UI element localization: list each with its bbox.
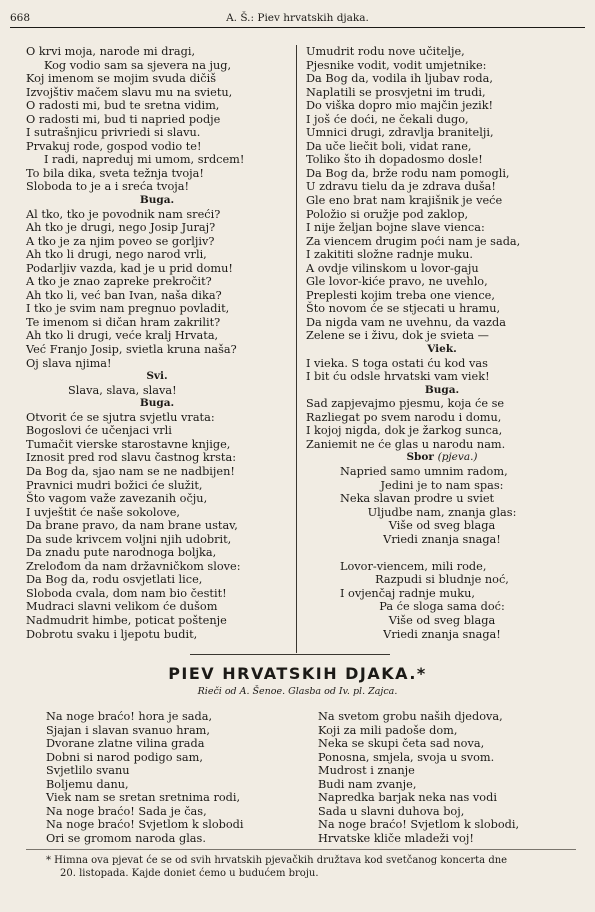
- verse-line: Što novom će se stjecati u hramu,: [306, 302, 501, 316]
- verse-line: Mudrost i znanje: [318, 764, 415, 778]
- verse-line: Vriedi znanja snaga!: [383, 532, 501, 546]
- verse-line: Na noge braćo! Sada je čas,: [46, 804, 207, 818]
- verse-line: Već Franjo Josip, svietla kruna naša?: [26, 343, 237, 357]
- verse-line: Da Bog da, rodu osvjetlati lice,: [26, 573, 203, 587]
- song-title: PIEV HRVATSKIH DJAKA.*: [168, 664, 427, 683]
- running-title: A. Š.: Piev hrvatskih djaka.: [226, 12, 369, 24]
- verse-line: Koj imenom se mojim svuda dičiš: [26, 72, 217, 86]
- verse-line: Da Bog da, vodila ih ljubav roda,: [306, 72, 493, 86]
- song-left-stanza: [46, 710, 296, 845]
- verse-line: Svjetlilo svanu: [46, 764, 130, 778]
- speaker-label: Viek.: [427, 343, 457, 356]
- verse-line: Bogoslovi će učenjaci vrli: [26, 424, 172, 438]
- verse-line: I sutrašnjicu privriedi si slavu.: [26, 126, 201, 140]
- verse-line: Razliegat po svem narodu i domu,: [306, 410, 502, 424]
- verse-line: Neka slavan prodre u sviet: [340, 492, 495, 506]
- verse-line: Tumačit vierske starostavne knjige,: [26, 437, 231, 451]
- verse-line: I vieka. S toga ostati ću kod vas: [306, 356, 488, 370]
- verse-line: Napried samo umnim radom,: [340, 464, 508, 478]
- running-header: [10, 12, 585, 28]
- verse-line: Podarljiv vazda, kad je u prid domu!: [26, 261, 233, 275]
- verse-line: Lovor-viencem, mili rode,: [340, 559, 487, 573]
- verse-line: Hrvatske kliče mladeži voj!: [318, 831, 474, 845]
- song-byline: Rieči od A. Šenoe. Glasba od Iv. pl. Zajca.: [197, 686, 398, 697]
- verse-line: Što vagom važe zavezanih očju,: [26, 492, 208, 506]
- verse-line: Neka se skupi četa sad nova,: [318, 737, 485, 751]
- verse-line: Ah tko li drugi, veće kralj Hrvata,: [26, 329, 219, 343]
- verse-line: Na noge braćo! Svjetlom k slobodi,: [318, 818, 520, 832]
- verse-line: Zelene se i živu, dok je svieta —: [306, 329, 489, 343]
- verse-line: Vriedi znanja snaga!: [383, 627, 501, 641]
- verse-line: Pravnici mudri božici će služit,: [26, 478, 203, 492]
- section-divider: [190, 654, 390, 655]
- verse-line: Da znadu pute narodnoga boljka,: [26, 546, 217, 560]
- verse-line: Ah tko je drugi, nego Josip Juraj?: [26, 221, 216, 235]
- verse-line: Mudraci slavni velikom će dušom: [26, 600, 218, 614]
- verse-line: A tko je znao zapreke prekročit?: [26, 275, 212, 289]
- verse-line: Ori se gromom naroda glas.: [46, 831, 206, 845]
- verse-line: Otvorit će se sjutra svjetlu vrata:: [26, 410, 215, 424]
- verse-line: Viek nam se sretan sretnima rodi,: [46, 791, 241, 805]
- verse-line: Pa će sloga sama doć:: [379, 600, 505, 614]
- verse-line: O radosti mi, bud ti napried podje: [26, 112, 221, 126]
- verse-line: Na svetom grobu naših djedova,: [318, 710, 503, 723]
- verse-line: Budi nam zvanje,: [318, 777, 417, 791]
- verse-line: I nije željan bojne slave vienca:: [306, 221, 485, 235]
- right-poem-column: [306, 45, 578, 641]
- left-poem-column: [26, 45, 288, 641]
- verse-line: Ponosna, smjela, svoja u svom.: [318, 750, 495, 764]
- verse-line: Pjesnike vodit, vodit umjetnike:: [306, 58, 487, 72]
- verse-line: Dvorane zlatne vilina grada: [46, 737, 205, 751]
- stanza-gap: [306, 546, 578, 560]
- speaker-label: Buga.: [139, 397, 175, 410]
- verse-line: Oj slava njima!: [26, 356, 112, 370]
- footnote-line: * Himna ova pjevat će se od svih hrvatskih pjevačkih družtava kod svetčanog koncerta dne: [46, 855, 508, 866]
- verse-line: Za viencem drugim poći nam je sada,: [306, 234, 521, 248]
- verse-line: Dobni si narod podigo sam,: [46, 750, 203, 764]
- verse-line: Toliko što ih dopadosmo dosle!: [306, 153, 483, 167]
- footnote-rule: [26, 849, 576, 850]
- verse-line: To bila dika, sveta težnja tvoja!: [26, 166, 204, 180]
- verse-line: Umnici drugi, zdravlja branitelji,: [306, 126, 494, 140]
- verse-line: Da Bog da, brže rodu nam pomogli,: [306, 166, 510, 180]
- verse-line: Dobrotu svaku i ljepotu budit,: [26, 627, 198, 641]
- verse-line: O krvi moja, narode mi dragi,: [26, 45, 196, 58]
- verse-line: Razpudi si bludnje noć,: [375, 573, 509, 587]
- verse-line: I bit ću odsle hrvatski vam viek!: [306, 370, 490, 384]
- verse-line: Preplesti kojim treba one vience,: [306, 288, 495, 302]
- verse-line: I radi, napreduj mi umom, srdcem!: [44, 153, 245, 167]
- song-right-stanza: [318, 710, 580, 845]
- verse-line: Da nigda vam ne uvehnu, da vazda: [306, 315, 506, 329]
- verse-line: Na noge braćo! Svjetlom k slobodi: [46, 818, 244, 832]
- speaker-label: Buga.: [424, 383, 460, 396]
- verse-line: Umudrit rodu nove učitelje,: [306, 45, 465, 58]
- verse-line: Zaniemit ne će glas u narodu nam.: [306, 437, 506, 451]
- verse-line: Više od sveg blaga: [388, 519, 496, 533]
- verse-line: U zdravu tielu da je zdrava duša!: [306, 180, 496, 194]
- verse-line: Slava, slava, slava!: [68, 383, 177, 397]
- verse-line: I tko je svim nam pregnuo povladit,: [26, 302, 230, 316]
- verse-line: Sad zapjevajmo pjesmu, koja će se: [306, 397, 505, 411]
- verse-line: Ah tko li, već ban Ivan, naša dika?: [26, 288, 222, 302]
- verse-line: Da Bog da, sjao nam se ne nadbijen!: [26, 464, 235, 478]
- verse-line: Kog vodio sam sa sjevera na jug,: [44, 58, 232, 72]
- speaker-label: Buga.: [139, 194, 175, 207]
- footnote-line: 20. listopada. Kajde doniet ćemo u budućem broju.: [60, 868, 319, 879]
- verse-line: Prvakuj rode, gospod vodio te!: [26, 139, 202, 153]
- page-number: 668: [10, 12, 31, 24]
- footnote: [46, 854, 558, 880]
- verse-line: I ovjenčaj radnje muku,: [340, 586, 475, 600]
- verse-line: Zrelođom da nam državničkom slove:: [26, 559, 241, 573]
- verse-line: Izvojštiv mačem slavu mu na svietu,: [26, 85, 233, 99]
- verse-line: Da brane pravo, da nam brane ustav,: [26, 519, 238, 533]
- verse-line: I još će doći, ne čekali dugo,: [306, 112, 469, 126]
- verse-line: Sloboda to je a i sreća tvoja!: [26, 180, 190, 194]
- verse-line: Nadmudrit himbe, poticat poštenje: [26, 613, 227, 627]
- verse-line: Gle eno brat nam krajišnik je veće: [306, 194, 503, 208]
- verse-line: Koji za mili padoše dom,: [318, 723, 458, 737]
- verse-line: Do viška dopro mio majčin jezik!: [306, 99, 494, 113]
- verse-line: Sada u slavni duhova boj,: [318, 804, 465, 818]
- chorus-label: Sbor: [406, 451, 434, 464]
- speaker-label: [306, 451, 578, 465]
- verse-line: Ah tko li drugi, nego narod vrli,: [26, 248, 207, 262]
- header-rule: [10, 27, 585, 28]
- verse-line: Na noge braćo! hora je sada,: [46, 710, 213, 723]
- verse-line: A tko je za njim poveo se gorljiv?: [26, 234, 215, 248]
- verse-line: I kojoj nigda, dok je žarkog sunca,: [306, 424, 503, 438]
- verse-line: Da sude krivcem voljni njih udobrit,: [26, 532, 232, 546]
- verse-line: Više od sveg blaga: [388, 613, 496, 627]
- verse-line: Iznosit pred rod slavu častnog krsta:: [26, 451, 237, 465]
- verse-line: Sloboda cvala, dom nam bio čestit!: [26, 586, 227, 600]
- verse-line: I zakititi složne radnje muku.: [306, 248, 473, 262]
- verse-line: Boljemu danu,: [46, 777, 129, 791]
- verse-line: Al tko, tko je povodnik nam sreći?: [26, 207, 221, 221]
- verse-line: Naplatili se prosvjetni im trudi,: [306, 85, 486, 99]
- stage-direction: (pjeva.): [437, 451, 478, 464]
- verse-line: Uljudbe nam, znanja glas:: [367, 505, 517, 519]
- verse-line: O radosti mi, bud te sretna vidim,: [26, 99, 220, 113]
- verse-line: I uvještit će naše sokolove,: [26, 505, 180, 519]
- column-divider: [296, 45, 297, 653]
- verse-line: Sjajan i slavan svanuo hram,: [46, 723, 210, 737]
- verse-line: A ovdje vilinskom u lovor-gaju: [306, 261, 479, 275]
- verse-line: Te imenom si dičan hram zakrilit?: [26, 315, 221, 329]
- verse-line: Da uče liečit boli, vidat rane,: [306, 139, 472, 153]
- verse-line: Gle lovor-kiće pravo, ne uvehlo,: [306, 275, 488, 289]
- speaker-label: Svi.: [146, 370, 168, 383]
- verse-line: Napredka barjak neka nas vodi: [318, 791, 497, 805]
- verse-line: Jedini je to nam spas:: [380, 478, 504, 492]
- verse-line: Položio si oružje pod zaklop,: [306, 207, 469, 221]
